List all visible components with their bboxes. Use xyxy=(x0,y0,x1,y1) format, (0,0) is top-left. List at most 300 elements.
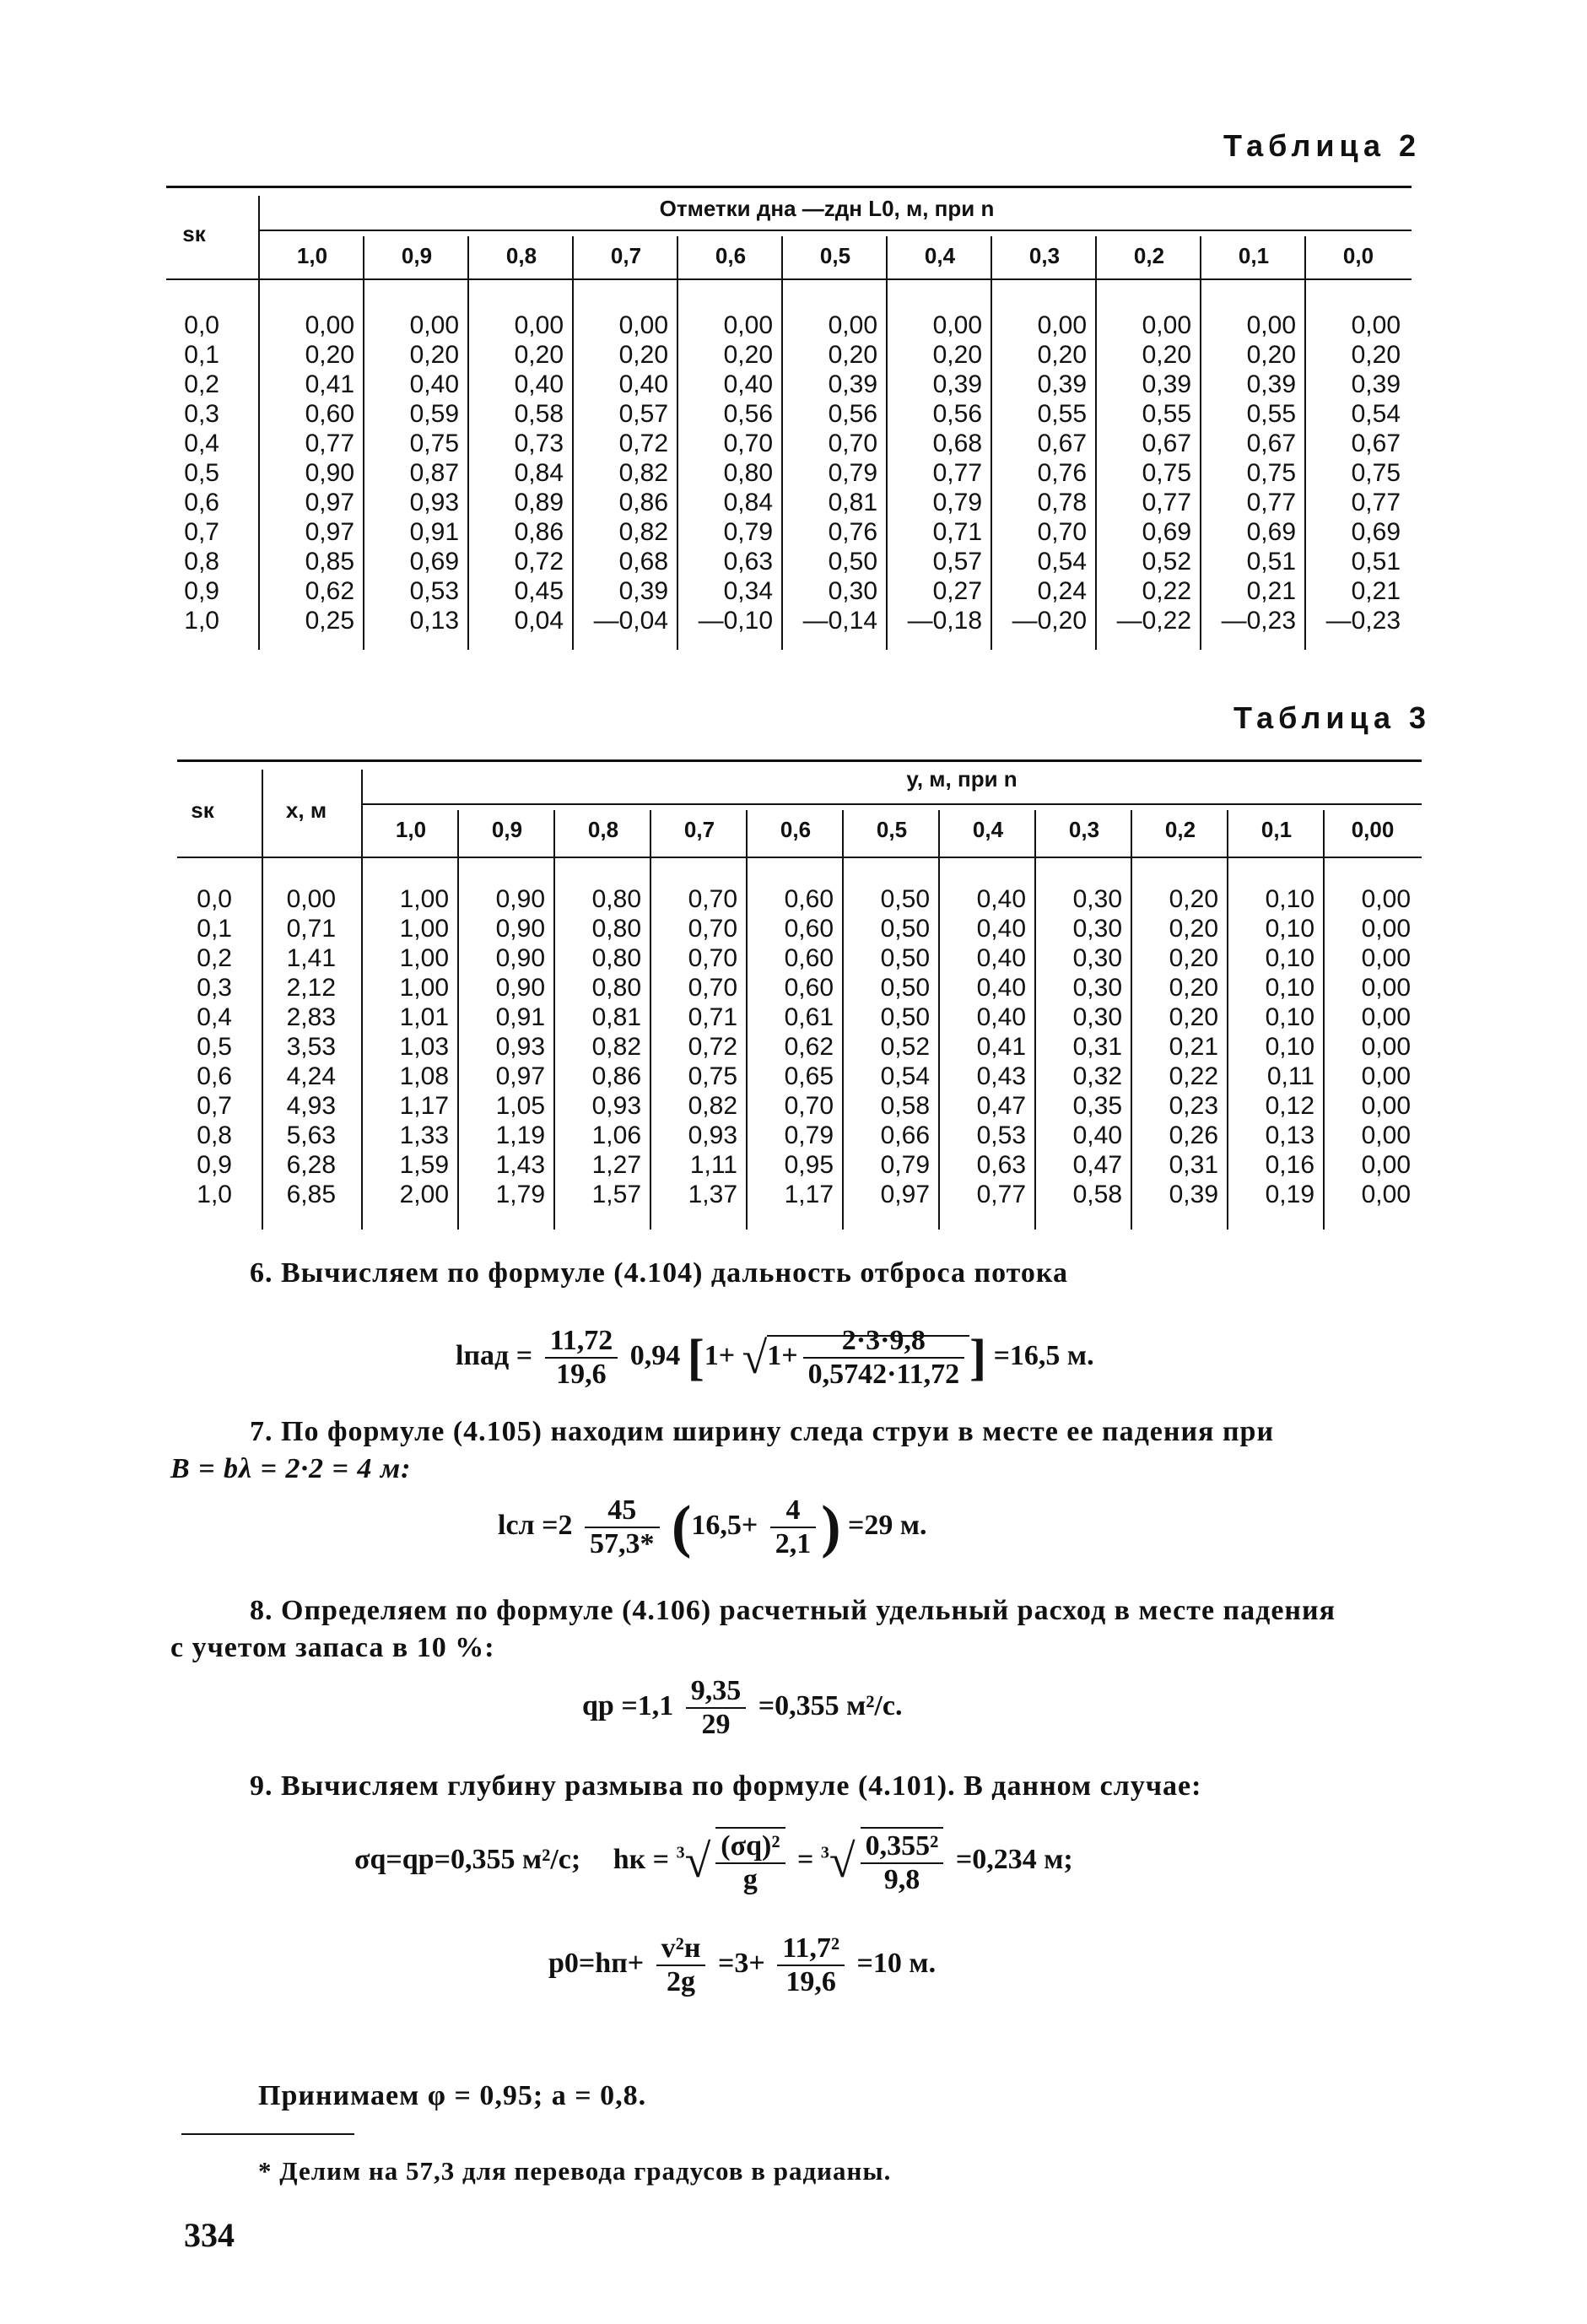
table-cell: 0,7 xyxy=(184,518,219,546)
table-cell: 0,52 xyxy=(1142,548,1191,576)
table3-x-column xyxy=(270,884,336,1209)
table-cell: 0,30 xyxy=(828,577,877,605)
formula-head: p0=hп+ $\frac{\text{v²н}}{2g}$ =3+ $\frac{\text{11,7²}}{19,6}$ =10 м. xyxy=(548,1932,937,1997)
table3-col-header: 0,4 xyxy=(972,817,1004,842)
table-cell: 0,10 xyxy=(1265,974,1314,1002)
table2-col-header: 0,3 xyxy=(1028,243,1061,268)
table-cell: 0,57 xyxy=(618,400,668,428)
table-cell: 0,54 xyxy=(1351,400,1401,428)
table-cell: 0,77 xyxy=(1142,489,1191,516)
table3-value-column xyxy=(1036,884,1122,1209)
table-cell: 0,30 xyxy=(1072,1003,1122,1031)
table-cell: 0,30 xyxy=(1072,915,1122,943)
table2-group-header: Отметки дна —zдн L0, м, при n xyxy=(659,196,995,221)
table-cell: 1,00 xyxy=(399,944,449,972)
table-cell: 0,67 xyxy=(1142,430,1191,457)
table-cell: 0,5 xyxy=(184,459,219,487)
table-cell: 1,05 xyxy=(495,1092,545,1120)
table-cell: 0,84 xyxy=(723,489,773,516)
table-cell: 0,26 xyxy=(1169,1121,1218,1149)
table-cell: 0,75 xyxy=(688,1062,737,1090)
footnote: * Делим на 57,3 для перевода градусов в радианы. xyxy=(258,2156,892,2186)
table-cell: 0,78 xyxy=(1037,489,1087,516)
table-cell: 0,40 xyxy=(618,370,668,398)
table-cell: 0,86 xyxy=(618,489,668,516)
table-cell: 0,30 xyxy=(1072,885,1122,913)
table-cell: 1,79 xyxy=(495,1181,545,1208)
table2-stub-column xyxy=(160,311,219,635)
table2-subheader-rule xyxy=(260,230,1412,231)
table3-value-column xyxy=(940,884,1026,1209)
paragraph-step-7-line1: 7. По формуле (4.105) находим ширину следа струи в месте ее падения при xyxy=(250,1416,1275,1447)
table-cell: 3,53 xyxy=(286,1033,336,1061)
table-cell: 0,39 xyxy=(1142,370,1191,398)
table-cell: 0,60 xyxy=(784,974,834,1002)
table-cell: 1,06 xyxy=(591,1121,641,1149)
table-cell: 0,20 xyxy=(618,341,668,369)
table-cell: —0,04 xyxy=(593,607,668,635)
table-cell: 5,63 xyxy=(286,1121,336,1149)
table-cell: —0,20 xyxy=(1012,607,1087,635)
table-cell: 0,72 xyxy=(618,430,668,457)
table-cell: 0,23 xyxy=(1169,1092,1218,1120)
table-cell: 0,93 xyxy=(688,1121,737,1149)
table-cell: 1,11 xyxy=(689,1151,737,1179)
table2-value-column xyxy=(783,311,877,635)
table2-value-column xyxy=(260,311,354,635)
table-cell: 0,56 xyxy=(932,400,982,428)
table-cell: 0,65 xyxy=(784,1062,834,1090)
table-cell: 0,70 xyxy=(723,430,773,457)
paragraph-step-6: 6. Вычисляем по формуле (4.104) дальность отброса потока xyxy=(250,1257,1068,1289)
table-cell: 1,43 xyxy=(495,1151,545,1179)
table-cell: 0,00 xyxy=(1361,944,1411,972)
table3-col-header: 0,5 xyxy=(876,817,908,842)
table2-col-header: 0,6 xyxy=(715,243,747,268)
table3-value-column xyxy=(1325,884,1411,1209)
table-cell: 0,2 xyxy=(184,370,219,398)
table-cell: 0,60 xyxy=(784,915,834,943)
table-cell: 0,77 xyxy=(1351,489,1401,516)
table-cell: 0,68 xyxy=(618,548,668,576)
table-cell: 0,63 xyxy=(976,1151,1026,1179)
table3-value-column xyxy=(363,884,449,1209)
table-cell: 1,37 xyxy=(688,1181,737,1208)
table-cell: 0,58 xyxy=(880,1092,930,1120)
table-cell: 0,56 xyxy=(828,400,877,428)
table-cell: 0,40 xyxy=(976,915,1026,943)
table-cell: 0,32 xyxy=(1072,1062,1122,1090)
table-cell: 1,57 xyxy=(591,1181,641,1208)
table-cell: 0,71 xyxy=(932,518,982,546)
table-cell: 0,27 xyxy=(932,577,982,605)
table-cell: 0,13 xyxy=(1265,1121,1314,1149)
table-cell: 0,4 xyxy=(197,1003,232,1031)
table3-top-rule xyxy=(177,759,1422,762)
table-cell: 0,69 xyxy=(1246,518,1296,546)
table-cell: 0,40 xyxy=(976,944,1026,972)
table3-caption: Таблица 3 xyxy=(1233,700,1432,735)
table-cell: 2,83 xyxy=(286,1003,336,1031)
table2-value-column xyxy=(1201,311,1296,635)
table-cell: 2,12 xyxy=(286,974,336,1002)
table-cell: 0,20 xyxy=(1169,885,1218,913)
table-cell: 1,01 xyxy=(399,1003,449,1031)
table-cell: 0,77 xyxy=(305,430,354,457)
table-cell: 1,27 xyxy=(591,1151,641,1179)
table-cell: 0,62 xyxy=(305,577,354,605)
table2-caption: Таблица 2 xyxy=(1223,128,1422,163)
table-cell: 1,41 xyxy=(286,944,336,972)
table-cell: 0,69 xyxy=(1351,518,1401,546)
table-cell: 0,90 xyxy=(305,459,354,487)
table-cell: 0,3 xyxy=(184,400,219,428)
table-cell: 0,22 xyxy=(1142,577,1191,605)
table-cell: 0,00 xyxy=(514,311,564,339)
table-cell: 0,60 xyxy=(305,400,354,428)
footnote-rule xyxy=(181,2133,354,2135)
table-cell: 0,79 xyxy=(932,489,982,516)
table-cell: 0,67 xyxy=(1351,430,1401,457)
table-cell: 0,39 xyxy=(618,577,668,605)
table-cell: 0,21 xyxy=(1246,577,1296,605)
table-cell: 0,13 xyxy=(409,607,459,635)
table-cell: 0,22 xyxy=(1169,1062,1218,1090)
sqrt-icon: √ xyxy=(742,1332,768,1383)
table-cell: 0,2 xyxy=(197,944,232,972)
table2-value-column xyxy=(678,311,773,635)
paragraph-step-8-line1: 8. Определяем по формуле (4.106) расчетный удельный расход в месте падения xyxy=(250,1595,1336,1626)
table-cell: 0,21 xyxy=(1351,577,1401,605)
table-cell: 0,80 xyxy=(591,974,641,1002)
table-cell: 0,70 xyxy=(828,430,877,457)
paragraph-step-9: 9. Вычисляем глубину размыва по формуле (4.101). В данном случае: xyxy=(250,1770,1202,1802)
table-cell: 0,10 xyxy=(1265,1003,1314,1031)
table3-subheader-rule xyxy=(363,803,1422,805)
table-cell: 0,43 xyxy=(976,1062,1026,1090)
table-cell: 0,47 xyxy=(1072,1151,1122,1179)
table-cell: 6,85 xyxy=(286,1181,336,1208)
table-cell: 0,00 xyxy=(305,311,354,339)
table-cell: 0,11 xyxy=(1266,1062,1314,1090)
table-cell: 0,20 xyxy=(1351,341,1401,369)
table-cell: 0,76 xyxy=(828,518,877,546)
table-cell: 0,40 xyxy=(976,885,1026,913)
table-cell: 1,03 xyxy=(399,1033,449,1061)
table-cell: 0,51 xyxy=(1351,548,1401,576)
table-cell: 0,70 xyxy=(784,1092,834,1120)
table3-x-header: x, м xyxy=(285,797,327,823)
table-cell: 0,80 xyxy=(591,944,641,972)
formula-specific-discharge: qр =1,1 $\frac{9,35}{29}$ =0,355 м²/с. xyxy=(582,1675,903,1740)
table2-value-column xyxy=(888,311,982,635)
table-cell: 0,5 xyxy=(197,1033,232,1061)
table-cell: 0,31 xyxy=(1169,1151,1218,1179)
table-cell: 0,50 xyxy=(828,548,877,576)
table-cell: 0,7 xyxy=(197,1092,232,1120)
table-cell: 0,55 xyxy=(1246,400,1296,428)
table2-col-header: 0,7 xyxy=(610,243,642,268)
table-cell: 0,39 xyxy=(1246,370,1296,398)
table-cell: 0,73 xyxy=(514,430,564,457)
table-cell: 0,47 xyxy=(976,1092,1026,1120)
table3-group-header: y, м, при n xyxy=(906,766,1018,792)
table3-col-header: 1,0 xyxy=(395,817,427,842)
table-cell: 0,97 xyxy=(305,489,354,516)
table-cell: 0,50 xyxy=(880,944,930,972)
table-cell: 0,55 xyxy=(1142,400,1191,428)
table-cell: 0,71 xyxy=(286,915,336,943)
table-cell: 0,20 xyxy=(1142,341,1191,369)
table-cell: 0,00 xyxy=(723,311,773,339)
table3-stub-column xyxy=(173,884,232,1209)
paragraph-accept-coefficients: Принимаем φ = 0,95; a = 0,8. xyxy=(258,2080,647,2111)
table2-value-column xyxy=(992,311,1087,635)
table-cell: 0,77 xyxy=(1246,489,1296,516)
table-cell: 0,41 xyxy=(976,1033,1026,1061)
table-cell: 1,0 xyxy=(197,1181,232,1208)
table-cell: 0,70 xyxy=(688,974,737,1002)
table-cell: 1,17 xyxy=(784,1181,834,1208)
table2-col-header: 0,1 xyxy=(1238,243,1270,268)
table2-value-column xyxy=(574,311,668,635)
table-cell: 0,20 xyxy=(828,341,877,369)
fraction: $\frac{11,72}{19,6}$ xyxy=(545,1325,618,1391)
table-cell: 0,82 xyxy=(591,1033,641,1061)
table-cell: 0,59 xyxy=(409,400,459,428)
table3-col-header: 0,00 xyxy=(1351,817,1395,842)
table-cell: 0,4 xyxy=(184,430,219,457)
table3-stub-divider xyxy=(262,770,263,1230)
table-cell: 0,6 xyxy=(184,489,219,516)
table3-header-bottom-rule xyxy=(177,857,1422,858)
table-cell: 0,58 xyxy=(514,400,564,428)
table-cell: 0,85 xyxy=(305,548,354,576)
table-cell: 0,00 xyxy=(618,311,668,339)
table-cell: 1,00 xyxy=(399,885,449,913)
table-cell: 0,00 xyxy=(1361,1181,1411,1208)
table-cell: 0,60 xyxy=(784,944,834,972)
table-cell: 4,24 xyxy=(286,1062,336,1090)
table-cell: 0,87 xyxy=(409,459,459,487)
table-cell: 0,20 xyxy=(305,341,354,369)
table-cell: 0,97 xyxy=(495,1062,545,1090)
table-cell: 0,00 xyxy=(1361,1151,1411,1179)
table-cell: 0,67 xyxy=(1037,430,1087,457)
table-cell: 0,21 xyxy=(1169,1033,1218,1061)
table2-stub-header: sк xyxy=(182,221,206,246)
table3-col-header: 0,9 xyxy=(491,817,523,842)
table-cell: 0,72 xyxy=(514,548,564,576)
table-cell: 0,35 xyxy=(1072,1092,1122,1120)
table-cell: 0,50 xyxy=(880,974,930,1002)
table2-value-column xyxy=(364,311,459,635)
table3-value-column xyxy=(1132,884,1218,1209)
table-cell: 0,93 xyxy=(591,1092,641,1120)
table-cell: 0,40 xyxy=(976,1003,1026,1031)
table-cell: 0,54 xyxy=(1037,548,1087,576)
table-cell: 0,34 xyxy=(723,577,773,605)
table-cell: 0,1 xyxy=(197,915,232,943)
table-cell: 1,0 xyxy=(184,607,219,635)
table-cell: 0,25 xyxy=(305,607,354,635)
table-cell: 0,52 xyxy=(880,1033,930,1061)
table-cell: 0,72 xyxy=(688,1033,737,1061)
table-cell: 0,90 xyxy=(495,915,545,943)
table3-value-column xyxy=(555,884,641,1209)
table-cell: 0,00 xyxy=(1037,311,1087,339)
table-cell: 0,40 xyxy=(723,370,773,398)
table-cell: 0,97 xyxy=(305,518,354,546)
table2-value-column xyxy=(469,311,564,635)
table-cell: 0,10 xyxy=(1265,1033,1314,1061)
table3-value-column xyxy=(651,884,737,1209)
table2-col-header: 0,8 xyxy=(505,243,537,268)
table-cell: 0,40 xyxy=(976,974,1026,1002)
table-cell: 0,00 xyxy=(1361,1121,1411,1149)
table-cell: 0,50 xyxy=(880,885,930,913)
table-cell: 0,00 xyxy=(1361,1003,1411,1031)
table-cell: 0,63 xyxy=(723,548,773,576)
table-cell: 0,62 xyxy=(784,1033,834,1061)
table-cell: 0,8 xyxy=(197,1121,232,1149)
table-cell: 0,79 xyxy=(723,518,773,546)
table-cell: 0,12 xyxy=(1265,1092,1314,1120)
table-cell: 0,75 xyxy=(1246,459,1296,487)
table-cell: 0,3 xyxy=(197,974,232,1002)
table-cell: 0,20 xyxy=(1037,341,1087,369)
table3-value-column xyxy=(1228,884,1314,1209)
formula-drop-distance: lпад = $\frac{11,72}{19,6}$ 0,94 [1+ √1+ $\frac{2\cdot 3\cdot 9,8}{0,5742\cdot 11,72}$ ] =16,5 м. xyxy=(456,1325,1094,1390)
table-cell: 0,80 xyxy=(591,885,641,913)
table-cell: 0,39 xyxy=(1169,1181,1218,1208)
table-cell: 0,20 xyxy=(1169,974,1218,1002)
table2-col-header: 0,5 xyxy=(819,243,851,268)
table-cell: 0,57 xyxy=(932,548,982,576)
table-cell: 0,50 xyxy=(880,915,930,943)
table-cell: 0,10 xyxy=(1265,944,1314,972)
table2-header-bottom-rule xyxy=(166,278,1412,280)
table-cell: 1,00 xyxy=(399,974,449,1002)
table-cell: 0,10 xyxy=(1265,915,1314,943)
table-cell: 0,00 xyxy=(1351,311,1401,339)
table-cell: 0,75 xyxy=(409,430,459,457)
table-cell: 0,86 xyxy=(591,1062,641,1090)
table-cell: 0,6 xyxy=(197,1062,232,1090)
table-cell: 0,00 xyxy=(1361,1062,1411,1090)
table-cell: 0,51 xyxy=(1246,548,1296,576)
table-cell: 0,20 xyxy=(409,341,459,369)
table-cell: 0,91 xyxy=(409,518,459,546)
table-cell: 0,79 xyxy=(784,1121,834,1149)
table3-col-header: 0,6 xyxy=(780,817,812,842)
table-cell: 0,40 xyxy=(1072,1121,1122,1149)
table-cell: 0,20 xyxy=(1169,915,1218,943)
table-cell: 0,45 xyxy=(514,577,564,605)
table-cell: 0,20 xyxy=(1169,1003,1218,1031)
table-cell: 0,00 xyxy=(1142,311,1191,339)
table-cell: 0,00 xyxy=(1361,1033,1411,1061)
table-cell: 1,19 xyxy=(495,1121,545,1149)
table3-stub-header: sк xyxy=(191,797,214,823)
table-cell: 0,80 xyxy=(591,915,641,943)
table-cell: 2,00 xyxy=(399,1181,449,1208)
table2-top-rule xyxy=(166,186,1412,188)
cube-root-icon: √ xyxy=(829,1835,856,1888)
table-cell: 0,20 xyxy=(1169,944,1218,972)
table-cell: 0,70 xyxy=(688,885,737,913)
table3-col-header: 0,7 xyxy=(683,817,715,842)
table-cell: 4,93 xyxy=(286,1092,336,1120)
table-cell: 0,82 xyxy=(618,518,668,546)
table-cell: 0,67 xyxy=(1246,430,1296,457)
table-cell: 0,58 xyxy=(1072,1181,1122,1208)
table-cell: 0,41 xyxy=(305,370,354,398)
table-cell: 0,54 xyxy=(880,1062,930,1090)
table-cell: 1,33 xyxy=(399,1121,449,1149)
table-cell: 0,82 xyxy=(618,459,668,487)
table-cell: 0,93 xyxy=(495,1033,545,1061)
table-cell: 0,80 xyxy=(723,459,773,487)
table-cell: —0,10 xyxy=(698,607,773,635)
table-cell: 0,00 xyxy=(409,311,459,339)
table-cell: 0,24 xyxy=(1037,577,1087,605)
table-cell: 0,90 xyxy=(495,944,545,972)
table-cell: 0,00 xyxy=(828,311,877,339)
table2-value-column xyxy=(1097,311,1191,635)
table-cell: 0,70 xyxy=(688,944,737,972)
table-cell: 0,79 xyxy=(828,459,877,487)
table-cell: 0,53 xyxy=(409,577,459,605)
table-cell: 0,00 xyxy=(1361,1092,1411,1120)
table-cell: 0,68 xyxy=(932,430,982,457)
table-cell: —0,23 xyxy=(1221,607,1296,635)
table-cell: 0,66 xyxy=(880,1121,930,1149)
table-cell: 0,82 xyxy=(688,1092,737,1120)
table-cell: 0,0 xyxy=(184,311,219,339)
table-cell: 0,1 xyxy=(184,341,219,369)
table-cell: 0,90 xyxy=(495,974,545,1002)
table-cell: 0,00 xyxy=(1246,311,1296,339)
table3-col-header: 0,2 xyxy=(1164,817,1196,842)
table-cell: 0,00 xyxy=(932,311,982,339)
table3-col-header: 0,8 xyxy=(587,817,619,842)
table-cell: 1,59 xyxy=(399,1151,449,1179)
table-cell: 0,75 xyxy=(1351,459,1401,487)
table-cell: 0,9 xyxy=(197,1151,232,1179)
table-cell: 0,76 xyxy=(1037,459,1087,487)
table-cell: 0,31 xyxy=(1072,1033,1122,1061)
table-cell: 0,55 xyxy=(1037,400,1087,428)
table-cell: 0,20 xyxy=(723,341,773,369)
table-cell: 0,39 xyxy=(1037,370,1087,398)
table-cell: 0,90 xyxy=(495,885,545,913)
table-cell: 0,8 xyxy=(184,548,219,576)
cube-root-icon: √ xyxy=(684,1835,711,1888)
table-cell: 0,00 xyxy=(1361,974,1411,1002)
table-cell: 0,20 xyxy=(932,341,982,369)
table-cell: 0,9 xyxy=(184,577,219,605)
table-cell: 0,81 xyxy=(591,1003,641,1031)
table-cell: 0,84 xyxy=(514,459,564,487)
page-number: 334 xyxy=(184,2216,235,2254)
table2-col-header: 1,0 xyxy=(296,243,328,268)
table-cell: 0,16 xyxy=(1265,1151,1314,1179)
table-cell: 0,04 xyxy=(514,607,564,635)
table-cell: 0,70 xyxy=(688,915,737,943)
table2-col-header: 0,4 xyxy=(924,243,956,268)
table-cell: 0,89 xyxy=(514,489,564,516)
